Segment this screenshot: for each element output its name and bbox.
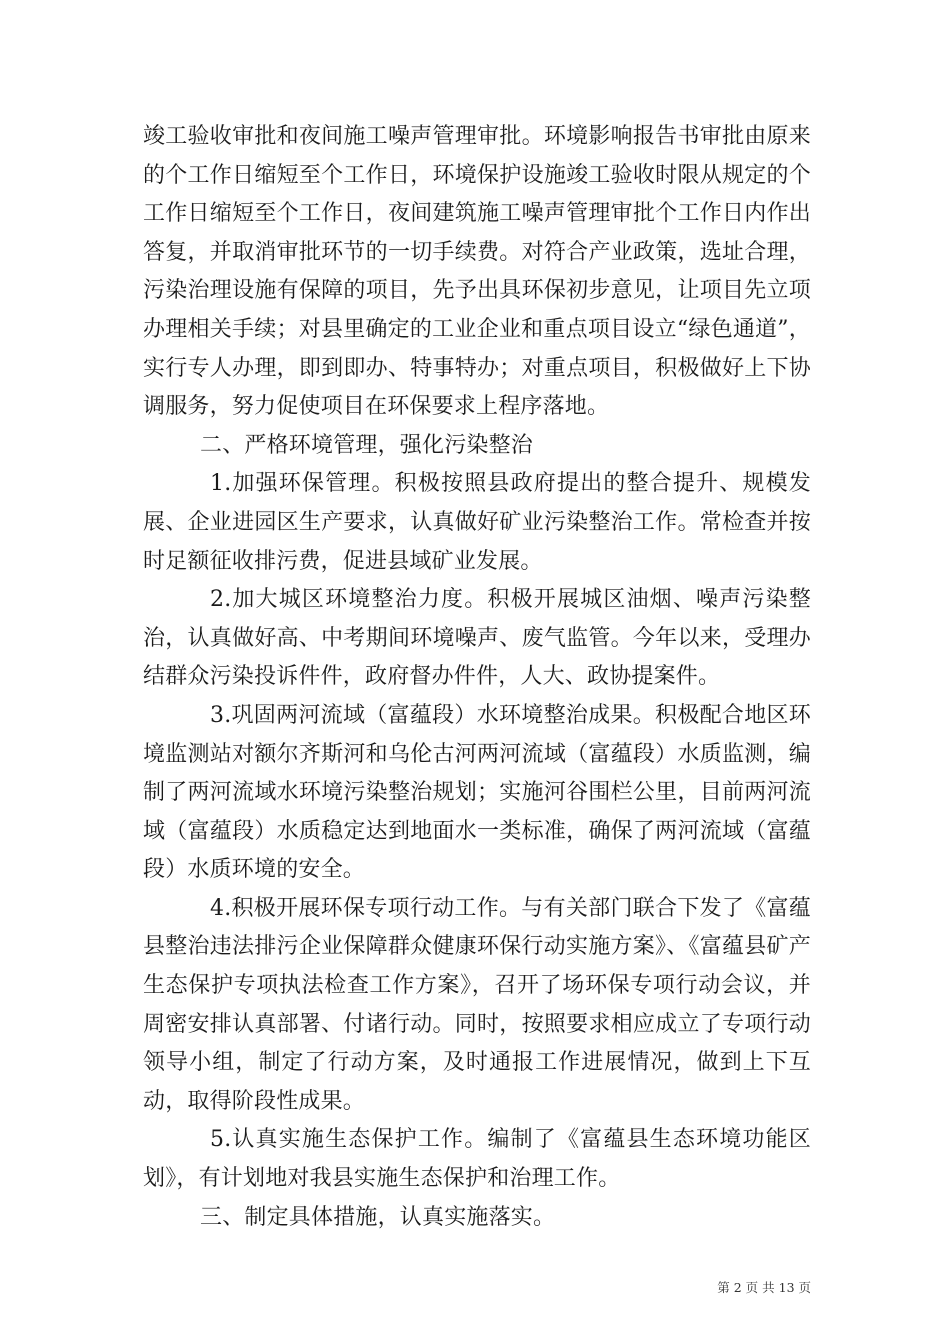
list-item-1: 1.加强环保管理。积极按照县政府提出的整合提升、规模发展、企业进园区生产要求，认真做好矿业污染整治工作。常检查并按时足额征收排污费，促进县域矿业发展。: [143, 471, 811, 574]
section-heading-3: 三、制定具体措施，认真实施落实。: [200, 1204, 556, 1230]
list-item-5: 5.认真实施生态保护工作。编制了《富蕴县生态环境功能区划》，有计划地对我县实施生态保护和治理工作。: [143, 1127, 811, 1192]
body-text: [143, 118, 811, 1237]
list-item-3: 3.巩固两河流域（富蕴段）水环境整治成果。积极配合地区环境监测站对额尔齐斯河和乌伦古河两河流域（富蕴段）水质监测，编制了两河流域水环境污染整治规划；实施河谷围栏公里，目前两河流域（富蕴段）水质稳定达到地面水一类标准，确保了两河流域（富蕴段）水质环境的安全。: [143, 702, 811, 883]
paragraph-continued: 竣工验收审批和夜间施工噪声管理审批。环境影响报告书审批由原来的个工作日缩短至个工作日，环境保护设施竣工验收时限从规定的个工作日缩短至个工作日，夜间建筑施工噪声管理审批个工作日内作出答复，并取消审批环节的一切手续费。对符合产业政策，选址合理，污染治理设施有保障的项目，先予出具环保初步意见，让项目先立项办理相关手续；对县里确定的工业企业和重点项目设立“绿色通道”，实行专人办理，即到即办、特事特办；对重点项目，积极做好上下协调服务，努力促使项目在环保要求上程序落地。: [143, 124, 811, 420]
page-number-label: 第 2 页 共 13 页: [717, 1280, 811, 1295]
section-heading-2: 二、严格环境管理，强化污染整治: [200, 432, 534, 458]
list-item-2: 2.加大城区环境整治力度。积极开展城区油烟、噪声污染整治，认真做好高、中考期间环境噪声、废气监管。今年以来，受理办结群众污染投诉件件，政府督办件件，人大、政协提案件。: [143, 587, 811, 690]
page-footer: [711, 1278, 811, 1296]
list-item-4: 4.积极开展环保专项行动工作。与有关部门联合下发了《富蕴县整治违法排污企业保障群众健康环保行动实施方案》、《富蕴县矿产生态保护专项执法检查工作方案》，召开了场环保专项行动会议，并周密安排认真部署、付诸行动。同时，按照要求相应成立了专项行动领导小组，制定了行动方案，及时通报工作进展情况，做到上下互动，取得阶段性成果。: [143, 895, 811, 1114]
